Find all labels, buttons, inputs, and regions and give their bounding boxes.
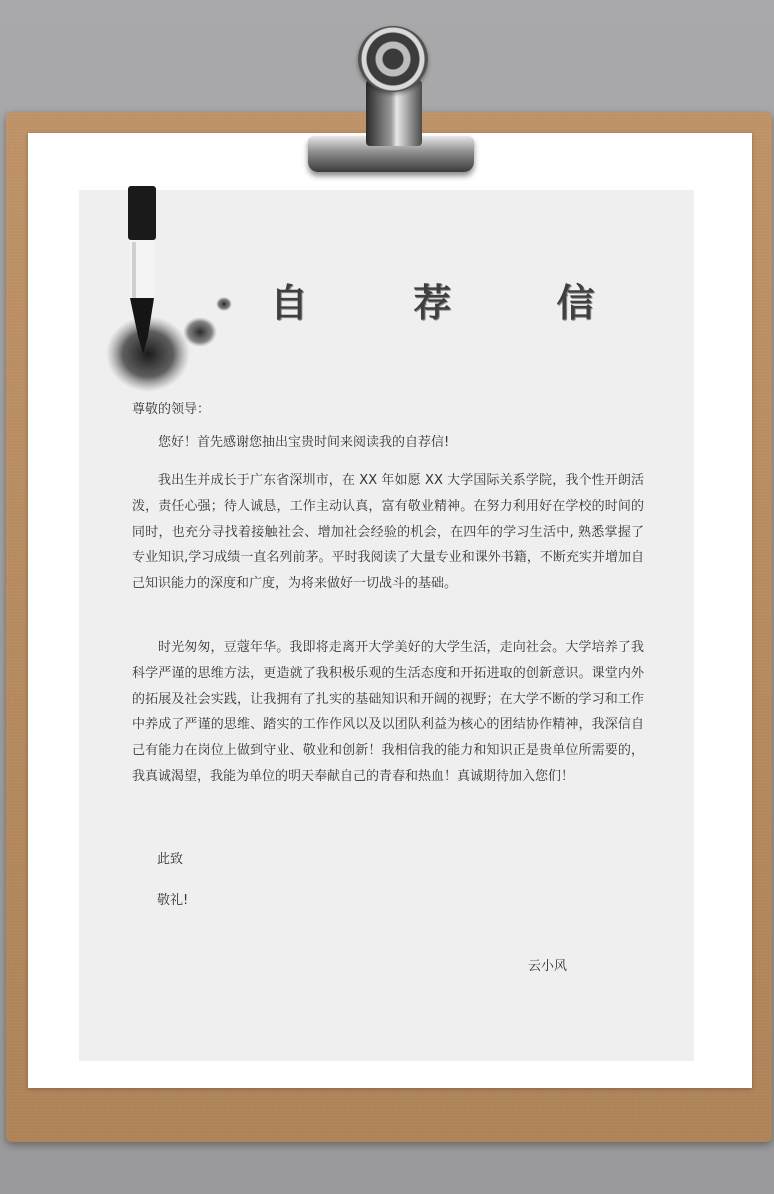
page-title: 自 荐 信: [270, 281, 641, 325]
opening-line: 您好！首先感谢您抽出宝贵时间来阅读我的自荐信!: [158, 435, 450, 450]
binder-clip-icon: [292, 24, 482, 180]
ink-splash-icon: [106, 297, 232, 392]
signature: 云小风: [528, 959, 568, 974]
closing-line-2: 敬礼!: [157, 893, 189, 908]
salutation: 尊敬的领导：: [132, 402, 211, 417]
closing-line-1: 此致: [157, 852, 184, 867]
calligraphy-brush-icon: [100, 186, 250, 401]
paragraph-1: 我出生并成长于广东省深圳市，在 XX 年如愿 XX 大学国际关系学院，我个性开朗活泼，责任心强；待人诚恳，工作主动认真，富有敬业精神。在努力利用好在学校的时间的同时，也充分寻找着接触社会、增加社会经验的机会，在四年的学习生活中, 熟悉掌握了专业知识,学习成绩一直名列前茅。平时我阅读了大量专业和课外书籍，不断充实并增加自己知识能力的深度和广度，为将来做好一切战斗的基础。: [132, 473, 644, 592]
paragraph-2: 时光匆匆，豆蔻年华。我即将走离开大学美好的大学生活，走向社会。大学培养了我科学严谨的思维方法，更造就了我积极乐观的生活态度和开拓进取的创新意识。课堂内外的拓展及社会实践，让我拥有了扎实的基础知识和开阔的视野；在大学不断的学习和工作中养成了严谨的思维、踏实的工作作风以及以团队利益为核心的团结协作精神，我深信自己有能力在岗位上做到守业、敬业和创新！我相信我的能力和知识正是贵单位所需要的，我真诚渴望，我能为单位的明天奉献自己的青春和热血！真诚期待加入您们！: [132, 640, 644, 784]
clip-ring: [358, 26, 428, 92]
